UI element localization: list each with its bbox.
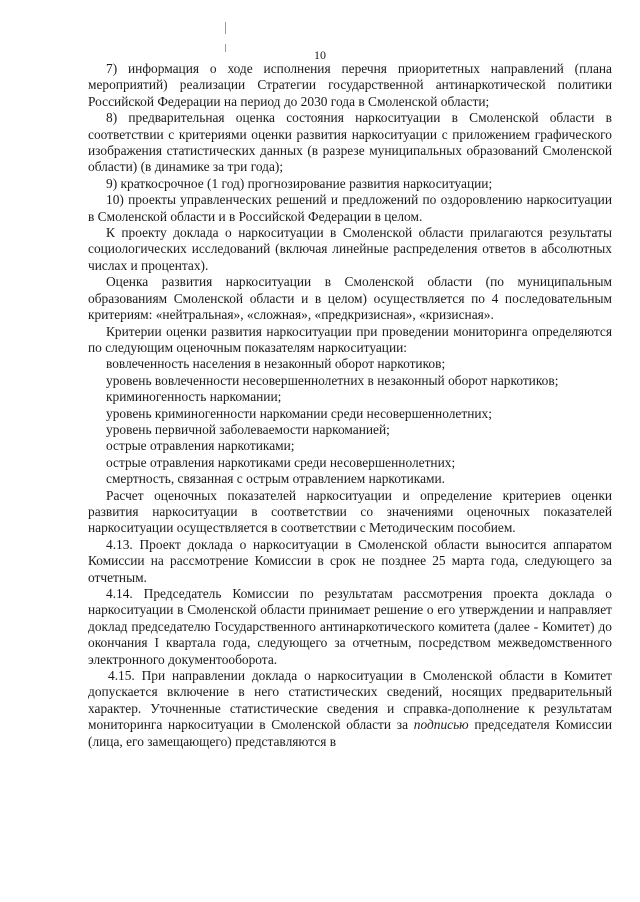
document-body bbox=[88, 61, 612, 750]
paragraph-calculation: Расчет оценочных показателей наркоситуации и определение критериев оценки развития наркоситуации в соответствии со значениями оценочных показателей наркоситуации осуществляется в соответствии с Методическим пособием. bbox=[88, 487, 612, 536]
clause-4-13: 4.13. Проект доклада о наркоситуации в Смоленской области выносится аппаратом Комиссии на рассмотрение Комиссии в срок не позднее 25 марта года, следующего за отчетным. bbox=[88, 536, 612, 585]
list-item-10: 10) проекты управленческих решений и предложений по оздоровлению наркоситуации в Смоленской области и в Российской Федерации в целом. bbox=[88, 192, 612, 224]
paragraph-assessment: Оценка развития наркоситуации в Смоленской области (по муниципальным образованиям Смоленской области и в целом) осуществляется по 4 последовательным критериям: «нейтральная», «сложная», «предкризисная», «кризисная». bbox=[88, 274, 612, 323]
indicator-item: острые отравления наркотиками среди несовершеннолетних; bbox=[106, 454, 456, 470]
clause-4-15-rest: председателя Комиссии (лица, его замещающего) представляются в bbox=[88, 717, 612, 749]
paragraph-criteria: Критерии оценки развития наркоситуации при проведении мониторинга определяются по следующим оценочным показателям наркоситуации: bbox=[88, 323, 612, 355]
clause-4-14: 4.14. Председатель Комиссии по результатам рассмотрения проекта доклада о наркоситуации в Смоленской области принимает решение о его утверждении и направляет доклад председателю Государственного антинаркотического комитета (далее - Комитет) до окончания I квартала года, следующего за отчетным, посредством межведомственного электронного документооборота. bbox=[88, 586, 612, 667]
scan-artifact-mark bbox=[225, 22, 226, 34]
clause-4-15-italic: подписью bbox=[413, 717, 469, 733]
indicator-item: острые отравления наркотиками; bbox=[106, 438, 295, 454]
clause-4-15-text: 4.15. При направлении доклада о наркоситуации в Смоленской области в Комитет допускается включение в него статистических сведений, носящих предварительный характер. Уточненные статистические сведения и справка-дополнение к результатам мониторинга наркоситуации в Смоленской области за bbox=[88, 668, 612, 733]
indicator-item: вовлеченность населения в незаконный оборот наркотиков; bbox=[106, 356, 446, 372]
indicator-item: уровень первичной заболеваемости наркоманией; bbox=[106, 421, 390, 437]
list-item-8: 8) предварительная оценка состояния наркоситуации в Смоленской области в соответствии с критериями оценки развития наркоситуации с приложением графического изображения статистических данных (в разрезе муниципальных образований Смоленской области) (в динамике за три года); bbox=[88, 110, 612, 175]
list-item-9: 9) краткосрочное (1 год) прогнозирование развития наркоситуации; bbox=[106, 175, 493, 191]
indicator-item: смертность, связанная с острым отравлением наркотиками. bbox=[106, 471, 446, 487]
indicator-item: уровень криминогенности наркомании среди несовершеннолетних; bbox=[106, 405, 492, 421]
indicator-item: криминогенность наркомании; bbox=[106, 389, 282, 405]
paragraph-appendix: К проекту доклада о наркоситуации в Смоленской области прилагаются результаты социологических исследований (включая линейные распределения ответов в абсолютных числах и процентах). bbox=[88, 225, 612, 273]
clause-4-15 bbox=[88, 668, 612, 750]
page-number: 10 bbox=[314, 48, 326, 62]
indicator-item: уровень вовлеченности несовершеннолетних в незаконный оборот наркотиков; bbox=[106, 372, 559, 388]
list-item-7: 7) информация о ходе исполнения перечня приоритетных направлений (плана мероприятий) реализации Стратегии государственной антинаркотической политики Российской Федерации на период до 2030 года в Смоленской области; bbox=[88, 61, 612, 109]
